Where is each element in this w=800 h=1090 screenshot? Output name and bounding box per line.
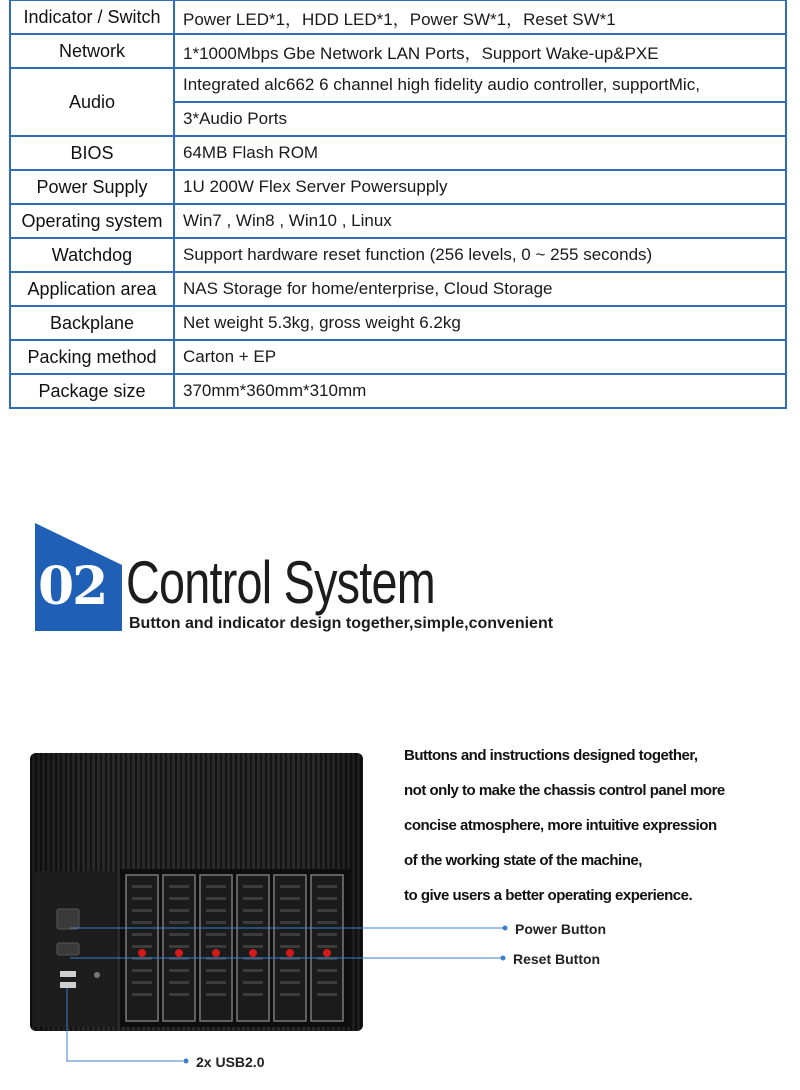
power-button-label: Power Button [515,921,606,937]
usb-label: 2x USB2.0 [196,1054,265,1070]
spec-label: Packing method [10,340,174,374]
description-line: not only to make the chassis control panel more [404,782,725,799]
spec-value: Carton + EP [174,340,786,374]
description-line: to give users a better operating experience. [404,887,693,904]
spec-value: 370mm*360mm*310mm [174,374,786,408]
spec-label: Audio [10,68,174,136]
section-subtitle: Button and indicator design together,simple,convenient [129,615,554,632]
spec-label: Watchdog [10,238,174,272]
description-line: Buttons and instructions designed together, [404,747,698,764]
spec-value: Integrated alc662 6 channel high fidelity audio controller, supportMic, [174,68,786,102]
section-number: 02 [38,556,107,617]
reset-button-label: Reset Button [513,951,601,967]
spec-value: NAS Storage for home/enterprise, Cloud Storage [174,272,786,306]
spec-value: Net weight 5.3kg, gross weight 6.2kg [174,306,786,340]
spec-label: BIOS [10,136,174,170]
spec-label: Backplane [10,306,174,340]
spec-label: Indicator / Switch [10,0,174,34]
spec-label: Application area [10,272,174,306]
spec-value: 1U 200W Flex Server Powersupply [174,170,786,204]
spec-value: Power LED*1，HDD LED*1，Power SW*1，Reset SW*1 [174,0,786,34]
spec-value: 64MB Flash ROM [174,136,786,170]
spec-label: Operating system [10,204,174,238]
spec-value: 1*1000Mbps Gbe Network LAN Ports，Support Wake-up&PXE [174,34,786,68]
spec-label: Package size [10,374,174,408]
spec-value: Support hardware reset function (256 levels, 0 ~ 255 seconds) [174,238,786,272]
spec-value: 3*Audio Ports [174,102,786,136]
section-title: Control System [126,549,435,616]
spec-value: Win7 , Win8 , Win10 , Linux [174,204,786,238]
description-line: concise atmosphere, more intuitive expression [404,817,717,834]
description-line: of the working state of the machine, [404,852,642,869]
spec-label: Power Supply [10,170,174,204]
spec-label: Network [10,34,174,68]
